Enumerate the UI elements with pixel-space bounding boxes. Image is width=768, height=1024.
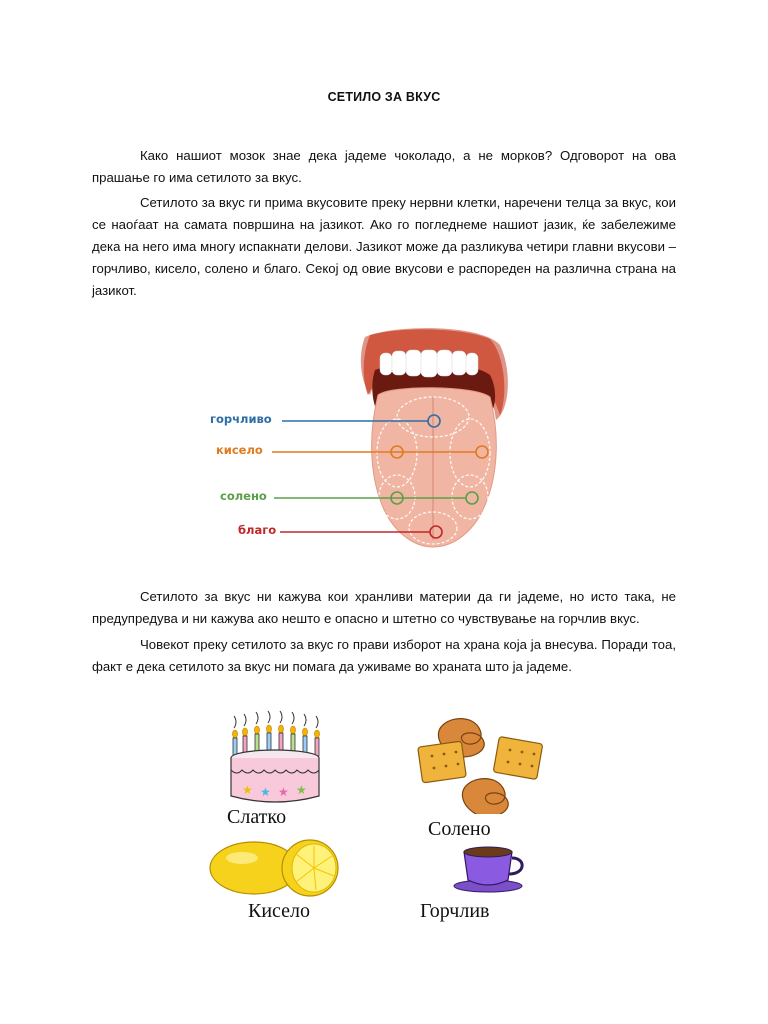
label-salty: солено (220, 489, 267, 503)
svg-text:★: ★ (278, 785, 289, 799)
tongue-illustration (200, 325, 510, 555)
caption-sweet: Слатко (227, 806, 287, 828)
caption-bitter: Горчлив (420, 900, 490, 922)
page-title: СЕТИЛО ЗА ВКУС (327, 90, 441, 104)
paragraph-intro: Како нашиот мозок знае дека јадеме чоколадо, а не морков? Одговорот на ова прашање го има сетилото за вкус. (92, 148, 676, 185)
label-bitter: горчливо (210, 412, 272, 426)
tongue-diagram (200, 325, 510, 555)
paragraph-warning: Сетилото за вкус ни кажува кои хранливи материи да ги јадеме, но исто така, не предупредува и ни кажува ако нешто е опасно и штетно со чувствување на горчлив вкус. (92, 589, 676, 626)
label-sour: кисело (216, 443, 263, 457)
birthday-cake-icon (222, 708, 332, 808)
paragraph-food-choice: Човекот преку сетилото за вкус го прави изборот на храна која ја внесува. Поради тоа, факт е дека сетилото за вкус ни помага да уживаме во храната што ја јадеме. (92, 637, 676, 674)
lemon-icon (206, 836, 342, 900)
label-sweet: благо (238, 523, 277, 537)
svg-text:★: ★ (296, 783, 307, 797)
paragraph-taste-receptors: Сетилото за вкус ги прима вкусовите преку нервни клетки, наречени телца за вкус, кои се наоѓаат на самата површина на јазикот. Ако го погледнеме нашиот јазик, ќе забележиме дека на него има многу испакнати делови. Јазикот може да разликува четири главни вкусови – горчливо, кисело, солено и благо. Секој од овие вкусови е распореден на различна страна на јазикот. (92, 195, 676, 298)
crackers-pretzels-icon (414, 714, 549, 814)
svg-text:★: ★ (242, 783, 253, 797)
caption-sour: Кисело (248, 900, 311, 922)
svg-text:★: ★ (260, 785, 271, 799)
caption-salty: Солено (428, 818, 491, 840)
coffee-cup-icon (452, 842, 528, 894)
